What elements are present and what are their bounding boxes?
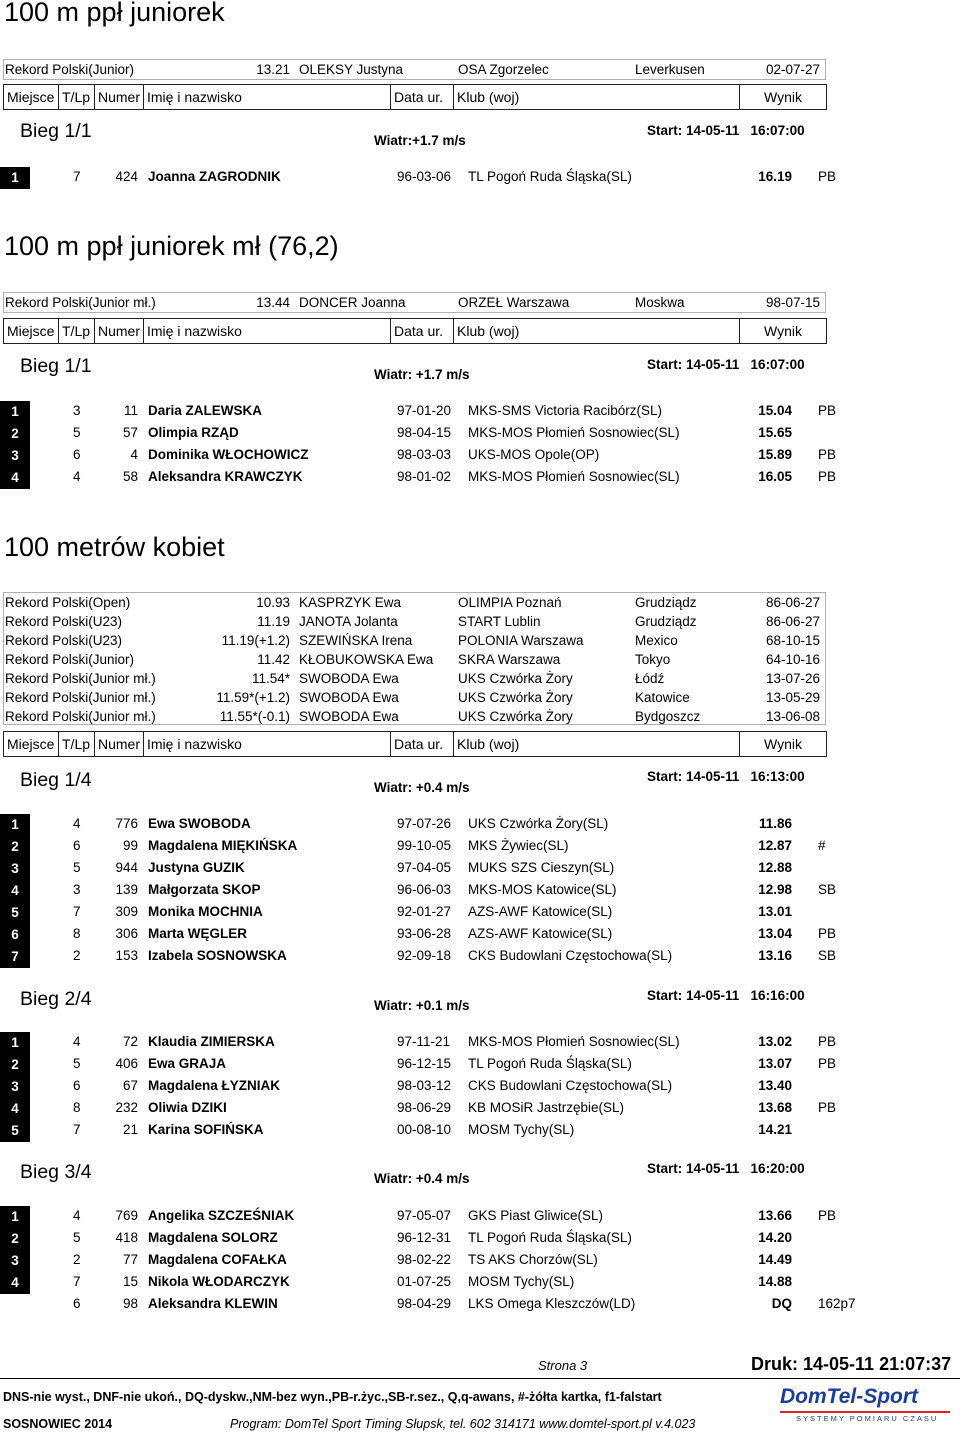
note: PB [818,403,837,418]
result-row [0,946,960,968]
heat-title: Bieg 1/1 [20,355,92,377]
record-club: OSA Zgorzelec [458,62,549,77]
record-place: Leverkusen [635,62,705,77]
place-badge: 4 [0,1272,30,1294]
lane: 4 [73,1034,81,1049]
header-lane: T/Lp [58,318,95,344]
result-row [0,1054,960,1076]
logo-main: DomTel-Sport [780,1385,919,1408]
birth-date: 96-12-31 [397,1230,452,1245]
result-row [0,814,960,836]
result-row [0,1250,960,1272]
place-badge: 3 [0,858,30,880]
club: MKS-MOS Płomień Sosnowiec(SL) [468,1034,680,1049]
record-result: 13.21 [256,62,290,77]
header-lane: T/Lp [58,731,95,757]
place-badge: 2 [0,1054,30,1076]
result-row [0,467,960,489]
bib-number: 4 [130,447,138,462]
record-date: 68-10-15 [765,633,820,648]
club: UKS-MOS Opole(OP) [468,447,600,462]
lane: 5 [73,860,81,875]
result-row [0,445,960,467]
results-header [0,318,960,344]
club: TL Pogoń Ruda Śląska(SL) [468,1056,632,1071]
lane: 5 [73,425,81,440]
athlete-name: Ewa GRAJA [148,1056,227,1071]
record-result: 11.19 [257,614,290,629]
result-row [0,1228,960,1250]
club: AZS-AWF Katowice(SL) [468,926,613,941]
bib-number: 232 [115,1100,138,1115]
club: TS AKS Chorzów(SL) [468,1252,598,1267]
lane: 4 [73,469,81,484]
place-badge: 1 [0,401,30,423]
heat-wind: Wiatr:+1.7 m/s [374,133,466,148]
result-row [0,924,960,946]
result: 13.40 [758,1078,792,1093]
bib-number: 77 [122,1252,138,1267]
athlete-name: Oliwia DZIKI [148,1100,227,1115]
place-badge: 5 [0,1120,30,1142]
result: 12.87 [758,838,792,853]
results-header [0,84,960,110]
place-badge: 2 [0,1228,30,1250]
record-athlete: DONCER Joanna [299,295,406,310]
result-row [0,1120,960,1142]
note: PB [818,1056,837,1071]
bib-number: 21 [122,1122,138,1137]
record-athlete: SZEWIŃSKA Irena [299,633,413,648]
lane: 7 [73,1274,81,1289]
record-athlete: SWOBODA Ewa [299,709,399,724]
athlete-name: Magdalena SOLORZ [148,1230,278,1245]
record-club: UKS Czwórka Żory [458,690,573,705]
athlete-name: Małgorzata SKOP [148,882,261,897]
bib-number: 306 [115,926,138,941]
heat-start: Start: 14-05-11 16:07:00 [647,357,805,372]
result-row [0,167,960,189]
lane: 8 [73,1100,81,1115]
note: PB [818,447,837,462]
record-date: 86-06-27 [765,595,820,610]
header-club: Klub (woj) [453,318,740,344]
result: 14.21 [758,1122,792,1137]
club: MKS-SMS Victoria Racibórz(SL) [468,403,663,418]
birth-date: 98-03-12 [397,1078,452,1093]
lane: 4 [73,1208,81,1223]
athlete-name: Aleksandra KRAWCZYK [148,469,303,484]
legend: DNS-nie wyst., DNF-nie ukoń., DQ-dyskw.,NM-bez wyn.,PB-r.życ.,SB-r.sez., Q,q-awans, #-żółta kartka, f1-falstart [3,1390,662,1404]
logo-stripe [780,1411,950,1413]
record-result: 13.44 [256,295,290,310]
bib-number: 58 [122,469,138,484]
header-result: Wynik [739,731,827,757]
birth-date: 98-06-29 [397,1100,452,1115]
athlete-name: Olimpia RZĄD [148,425,239,440]
birth-date: 92-01-27 [397,904,452,919]
heat-wind: Wiatr: +0.4 m/s [374,1171,470,1186]
result: 13.04 [758,926,792,941]
birth-date: 97-11-21 [397,1034,451,1049]
record-club: POLONIA Warszawa [458,633,584,648]
record-result: 10.93 [256,595,290,610]
header-lane: T/Lp [58,84,95,110]
record-club: START Lublin [458,614,541,629]
record-club: UKS Czwórka Żory [458,709,573,724]
record-club: ORZEŁ Warszawa [458,295,570,310]
place-badge: 3 [0,445,30,467]
heat-title: Bieg 3/4 [20,1161,92,1183]
header-number: Numer [94,731,144,757]
event-title: 100 m ppł juniorek mł (76,2) [4,231,339,261]
place-badge: 7 [0,946,30,968]
place-badge: 3 [0,1076,30,1098]
place-badge: 1 [0,1032,30,1054]
athlete-name: Aleksandra KLEWIN [148,1296,278,1311]
result-row [0,1098,960,1120]
note: PB [818,1208,837,1223]
athlete-name: Magdalena MIĘKIŃSKA [148,838,298,853]
results-header [0,731,960,757]
event-title: 100 metrów kobiet [4,532,225,562]
record-result: 11.42 [257,652,290,667]
birth-date: 96-03-06 [397,169,452,184]
result-row [0,836,960,858]
birth-date: 98-02-22 [397,1252,452,1267]
bib-number: 72 [122,1034,138,1049]
club: TL Pogoń Ruda Śląska(SL) [468,169,632,184]
place-badge: 5 [0,902,30,924]
lane: 7 [73,904,81,919]
record-club: SKRA Warszawa [458,652,561,667]
club: CKS Budowlani Częstochowa(SL) [468,1078,673,1093]
record-name: Rekord Polski(Junior mł.) [5,690,156,705]
place-badge: 3 [0,1250,30,1272]
heat-title: Bieg 1/1 [20,120,92,142]
bib-number: 769 [115,1208,138,1223]
lane: 3 [73,403,81,418]
lane: 7 [73,1122,81,1137]
athlete-name: Nikola WŁODARCZYK [148,1274,290,1289]
place-badge: 2 [0,423,30,445]
lane: 6 [73,838,81,853]
note: PB [818,469,837,484]
result-row [0,858,960,880]
record-name: Rekord Polski(Open) [5,595,131,610]
records-box [3,592,826,725]
result: 14.20 [758,1230,792,1245]
header-place: Miejsce [3,731,59,757]
athlete-name: Dominika WŁOCHOWICZ [148,447,309,462]
record-club: UKS Czwórka Żory [458,671,573,686]
athlete-name: Karina SOFIŃSKA [148,1122,264,1137]
bib-number: 153 [115,948,138,963]
lane: 4 [73,816,81,831]
result: 14.88 [758,1274,792,1289]
heat-wind: Wiatr: +0.1 m/s [374,998,470,1013]
place-badge: 4 [0,1098,30,1120]
birth-date: 98-04-15 [397,425,452,440]
event-location: SOSNOWIEC 2014 [3,1417,113,1431]
result: 13.07 [758,1056,792,1071]
birth-date: 97-05-07 [397,1208,452,1223]
page-number: Strona 3 [538,1358,588,1373]
program-info: Program: DomTel Sport Timing Słupsk, tel. 602 314171 www.domtel-sport.pl v.4.023 [230,1417,696,1431]
place-badge: 1 [0,814,30,836]
record-result: 11.19(+1.2) [221,633,290,648]
birth-date: 92-09-18 [397,948,452,963]
header-club: Klub (woj) [453,731,740,757]
athlete-name: Klaudia ZIMIERSKA [148,1034,275,1049]
bib-number: 139 [115,882,138,897]
result-row [0,1032,960,1054]
record-athlete: KASPRZYK Ewa [299,595,402,610]
result-row [0,902,960,924]
heat-wind: Wiatr: +0.4 m/s [374,780,470,795]
record-place: Bydgoszcz [635,709,701,724]
note: SB [818,882,837,897]
bib-number: 57 [122,425,138,440]
place-badge: 1 [0,167,30,189]
club: TL Pogoń Ruda Śląska(SL) [468,1230,632,1245]
bib-number: 776 [115,816,138,831]
bib-number: 11 [123,403,138,418]
lane: 2 [73,1252,81,1267]
result: 14.49 [758,1252,792,1267]
result: 13.01 [758,904,792,919]
bib-number: 67 [122,1078,138,1093]
result: 15.89 [758,447,792,462]
club: AZS-AWF Katowice(SL) [468,904,613,919]
logo-sub: SYSTEMY POMIARU CZASU [796,1414,939,1423]
record-place: Łódź [635,671,665,686]
result-row [0,1206,960,1228]
result-row [0,401,960,423]
result-row [0,880,960,902]
record-place: Grudziądz [635,614,697,629]
club: MKS-MOS Płomień Sosnowiec(SL) [468,425,680,440]
record-date: 64-10-16 [765,652,820,667]
record-name: Rekord Polski(Junior) [5,652,135,667]
header-place: Miejsce [3,84,59,110]
record-result: 11.54* [251,671,290,686]
birth-date: 97-01-20 [397,403,452,418]
athlete-name: Magdalena ŁYZNIAK [148,1078,281,1093]
record-name: Rekord Polski(Junior mł.) [5,671,156,686]
header-name: Imię i nazwisko [143,84,391,110]
athlete-name: Izabela SOSNOWSKA [148,948,287,963]
athlete-name: Marta WĘGLER [148,926,248,941]
print-timestamp: Druk: 14-05-11 21:07:37 [751,1354,952,1374]
record-athlete: JANOTA Jolanta [299,614,398,629]
record-date: 02-07-27 [765,62,820,77]
result: 15.04 [758,403,792,418]
place-badge: 2 [0,836,30,858]
lane: 5 [73,1230,81,1245]
header-result: Wynik [739,318,827,344]
birth-date: 93-06-28 [397,926,452,941]
header-born: Data ur. [390,731,454,757]
record-name: Rekord Polski(U23) [5,633,123,648]
club: KB MOSiR Jastrzębie(SL) [468,1100,625,1115]
club: LKS Omega Kleszczów(LD) [468,1296,636,1311]
athlete-name: Angelika SZCZEŚNIAK [148,1208,295,1223]
club: MKS Żywiec(SL) [468,838,569,853]
record-athlete: KŁOBUKOWSKA Ewa [299,652,434,667]
record-date: 13-05-29 [765,690,820,705]
bib-number: 944 [115,860,138,875]
bib-number: 98 [122,1296,138,1311]
note: # [818,838,826,853]
records-box [3,292,826,313]
record-athlete: SWOBODA Ewa [299,671,399,686]
lane: 7 [73,169,81,184]
record-place: Grudziądz [635,595,697,610]
result: 16.05 [758,469,792,484]
event-title: 100 m ppł juniorek [4,0,225,27]
footer-divider [0,1378,960,1379]
record-place: Tokyo [635,652,671,667]
place-badge: 1 [0,1206,30,1228]
bib-number: 418 [115,1230,138,1245]
club: MUKS SZS Cieszyn(SL) [468,860,615,875]
club: MKS-MOS Katowice(SL) [468,882,617,897]
birth-date: 00-08-10 [397,1122,452,1137]
heat-title: Bieg 2/4 [20,988,92,1010]
record-club: OLIMPIA Poznań [458,595,562,610]
heat-title: Bieg 1/4 [20,769,92,791]
record-athlete: SWOBODA Ewa [299,690,399,705]
note: PB [818,926,837,941]
header-number: Numer [94,318,144,344]
domtel-logo [780,1385,955,1425]
club: MOSM Tychy(SL) [468,1274,575,1289]
club: GKS Piast Gliwice(SL) [468,1208,604,1223]
record-name: Rekord Polski(Junior mł.) [5,295,156,310]
result: 13.68 [758,1100,792,1115]
athlete-name: Ewa SWOBODA [148,816,251,831]
header-born: Data ur. [390,84,454,110]
header-name: Imię i nazwisko [143,318,391,344]
result: 16.19 [758,169,792,184]
athlete-name: Joanna ZAGRODNIK [148,169,281,184]
bib-number: 406 [115,1056,138,1071]
birth-date: 01-07-25 [397,1274,452,1289]
athlete-name: Justyna GUZIK [148,860,245,875]
club: MKS-MOS Płomień Sosnowiec(SL) [468,469,680,484]
lane: 3 [73,882,81,897]
result-row [0,1294,960,1316]
record-date: 86-06-27 [765,614,820,629]
record-athlete: OLEKSY Justyna [299,62,404,77]
club: MOSM Tychy(SL) [468,1122,575,1137]
note: PB [818,169,837,184]
header-club: Klub (woj) [453,84,740,110]
lane: 6 [73,1078,81,1093]
birth-date: 96-12-15 [397,1056,452,1071]
note: 162p7 [818,1296,856,1311]
result-row [0,1076,960,1098]
place-badge: 4 [0,880,30,902]
birth-date: 98-01-02 [397,469,452,484]
lane: 6 [73,1296,81,1311]
bib-number: 424 [115,169,138,184]
record-name: Rekord Polski(Junior mł.) [5,709,156,724]
place-badge: 4 [0,467,30,489]
record-date: 13-07-26 [765,671,820,686]
header-name: Imię i nazwisko [143,731,391,757]
result: 12.98 [758,882,792,897]
heat-start: Start: 14-05-11 16:07:00 [647,123,805,138]
birth-date: 97-07-26 [397,816,452,831]
record-place: Mexico [635,633,678,648]
result: 11.86 [758,816,792,831]
record-result: 11.59*(+1.2) [216,690,290,705]
header-number: Numer [94,84,144,110]
result: 12.88 [758,860,792,875]
bib-number: 99 [122,838,138,853]
club: CKS Budowlani Częstochowa(SL) [468,948,673,963]
athlete-name: Monika MOCHNIA [148,904,263,919]
lane: 5 [73,1056,81,1071]
result-row [0,423,960,445]
records-box [3,59,826,80]
bib-number: 309 [115,904,138,919]
header-born: Data ur. [390,318,454,344]
birth-date: 99-10-05 [397,838,452,853]
result: DQ [771,1296,792,1311]
birth-date: 98-04-29 [397,1296,452,1311]
place-badge: 6 [0,924,30,946]
record-place: Katowice [635,690,690,705]
note: PB [818,1034,837,1049]
result: 13.16 [758,948,792,963]
record-date: 98-07-15 [765,295,820,310]
birth-date: 96-06-03 [397,882,452,897]
birth-date: 98-03-03 [397,447,452,462]
heat-start: Start: 14-05-11 16:13:00 [647,769,805,784]
header-result: Wynik [739,84,827,110]
bib-number: 15 [122,1274,138,1289]
result: 13.66 [758,1208,792,1223]
result: 15.65 [758,425,792,440]
heat-wind: Wiatr: +1.7 m/s [374,367,470,382]
note: PB [818,1100,837,1115]
heat-start: Start: 14-05-11 16:16:00 [647,988,805,1003]
club: UKS Czwórka Żory(SL) [468,816,609,831]
birth-date: 97-04-05 [397,860,452,875]
record-date: 13-06-08 [765,709,820,724]
lane: 6 [73,447,81,462]
result-row [0,1272,960,1294]
athlete-name: Magdalena COFAŁKA [148,1252,287,1267]
record-place: Moskwa [635,295,685,310]
athlete-name: Daria ZALEWSKA [148,403,263,418]
header-place: Miejsce [3,318,59,344]
note: SB [818,948,837,963]
heat-start: Start: 14-05-11 16:20:00 [647,1161,805,1176]
lane: 2 [73,948,81,963]
record-name: Rekord Polski(U23) [5,614,123,629]
record-result: 11.55*(-0.1) [219,709,290,724]
lane: 8 [73,926,81,941]
record-name: Rekord Polski(Junior) [5,62,135,77]
result: 13.02 [758,1034,792,1049]
